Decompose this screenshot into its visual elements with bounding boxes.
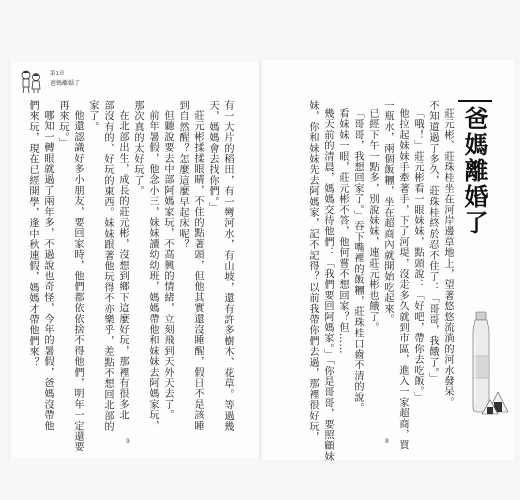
text-column: 看妹妹一眼，莊元彬不答，他何嘗不想回家？但…… [337,108,348,355]
text-column: 不知道過了多久，莊珠桂終於忍不住了：「哥哥，我餓了。」 [427,100,438,384]
text-column: 再來玩。」 [57,100,68,149]
chapter-title: 爸媽離婚了 [458,100,492,236]
page-number: 8 [385,438,389,445]
text-column: 妹，你和妹妹先去阿媽家，記不記得？以前我帶你們去過，那裡很好玩， [307,100,318,443]
text-column: 有一大片的稻田，有一彎河水，有山坡，還有許多樹木、花草。等過幾 [222,100,233,432]
text-column: 一瓶水，兩個飯糰，坐在超商內就開始吃起來。 [382,100,393,325]
text-column: 們來玩，現在已經開學，逢中秋連假，媽媽才帶他們來？ [27,100,38,368]
running-header-title: 爸媽離婚了 [50,80,81,87]
page-number: 9 [126,438,130,445]
chapter-label: 第1章 [50,71,65,77]
text-column: 「哦！」莊元彬看一眼妹妹，點頭說：「好吧，帶你去吃飯。」 [412,108,423,403]
text-column: 部沒有的、好玩的東西。妹妹跟著他玩得不亦樂乎，差點不想回北部的 [102,100,113,432]
text-column: 哪知一轉眼就過了兩年多，不過說也奇怪，今年的暑假，爸媽沒帶他 [42,110,53,431]
left-page [8,60,260,460]
text-column: 到自然醒？怎麼這麼早起床呢？ [177,100,188,250]
text-column: 他還認識好多小朋友，要回家時，他們都依依捨不得他們，明年一定還要 [72,110,83,453]
text-column: 天，媽媽會去找你們。」 [207,100,218,213]
text-column: 「哥哥，我想回家了。」吞下嘴裡的飯糰，莊珠桂口齒不清的說。 [352,108,363,414]
text-column: 幾天前的清晨，媽媽交待他們：「我們要回阿媽家。」「你是哥哥，要照顧妹 [322,108,333,462]
children-illustration-icon [18,68,44,94]
text-column: 那次真的太好玩了。 [132,100,143,197]
text-column: 在北部出生，成長的莊元彬，沒想到鄉下這麼好玩，那裡有很多北 [117,110,128,421]
water-bottle-and-riceball-illustration [462,308,512,418]
text-column: 已經下午一點多，別說妹妹，連莊元彬也餓了。 [367,108,378,333]
text-column: 莊元彬揉揉眼睛，不住的點著頭，但他其實還沒睡醒，假日不是該睡 [192,110,203,431]
text-column: 莊元彬、莊珠桂坐在河岸邊草地上，望著悠悠流淌的河水發呆。 [442,108,453,408]
text-column: 家了。 [87,100,98,133]
right-page [262,60,514,460]
text-column: 前年暑假，他念小三，妹妹讀幼幼班，媽媽帶他和妹妹去阿媽家玩， [147,110,158,431]
text-column: 但聽說要去中部阿媽家玩，不高興的情緒，立刻飛到天外天去了。 [162,110,173,421]
text-column: 他拉起妹妹手牽著手，下了河堤，沒走多久就到市區，進入一家超商，買 [397,108,408,451]
